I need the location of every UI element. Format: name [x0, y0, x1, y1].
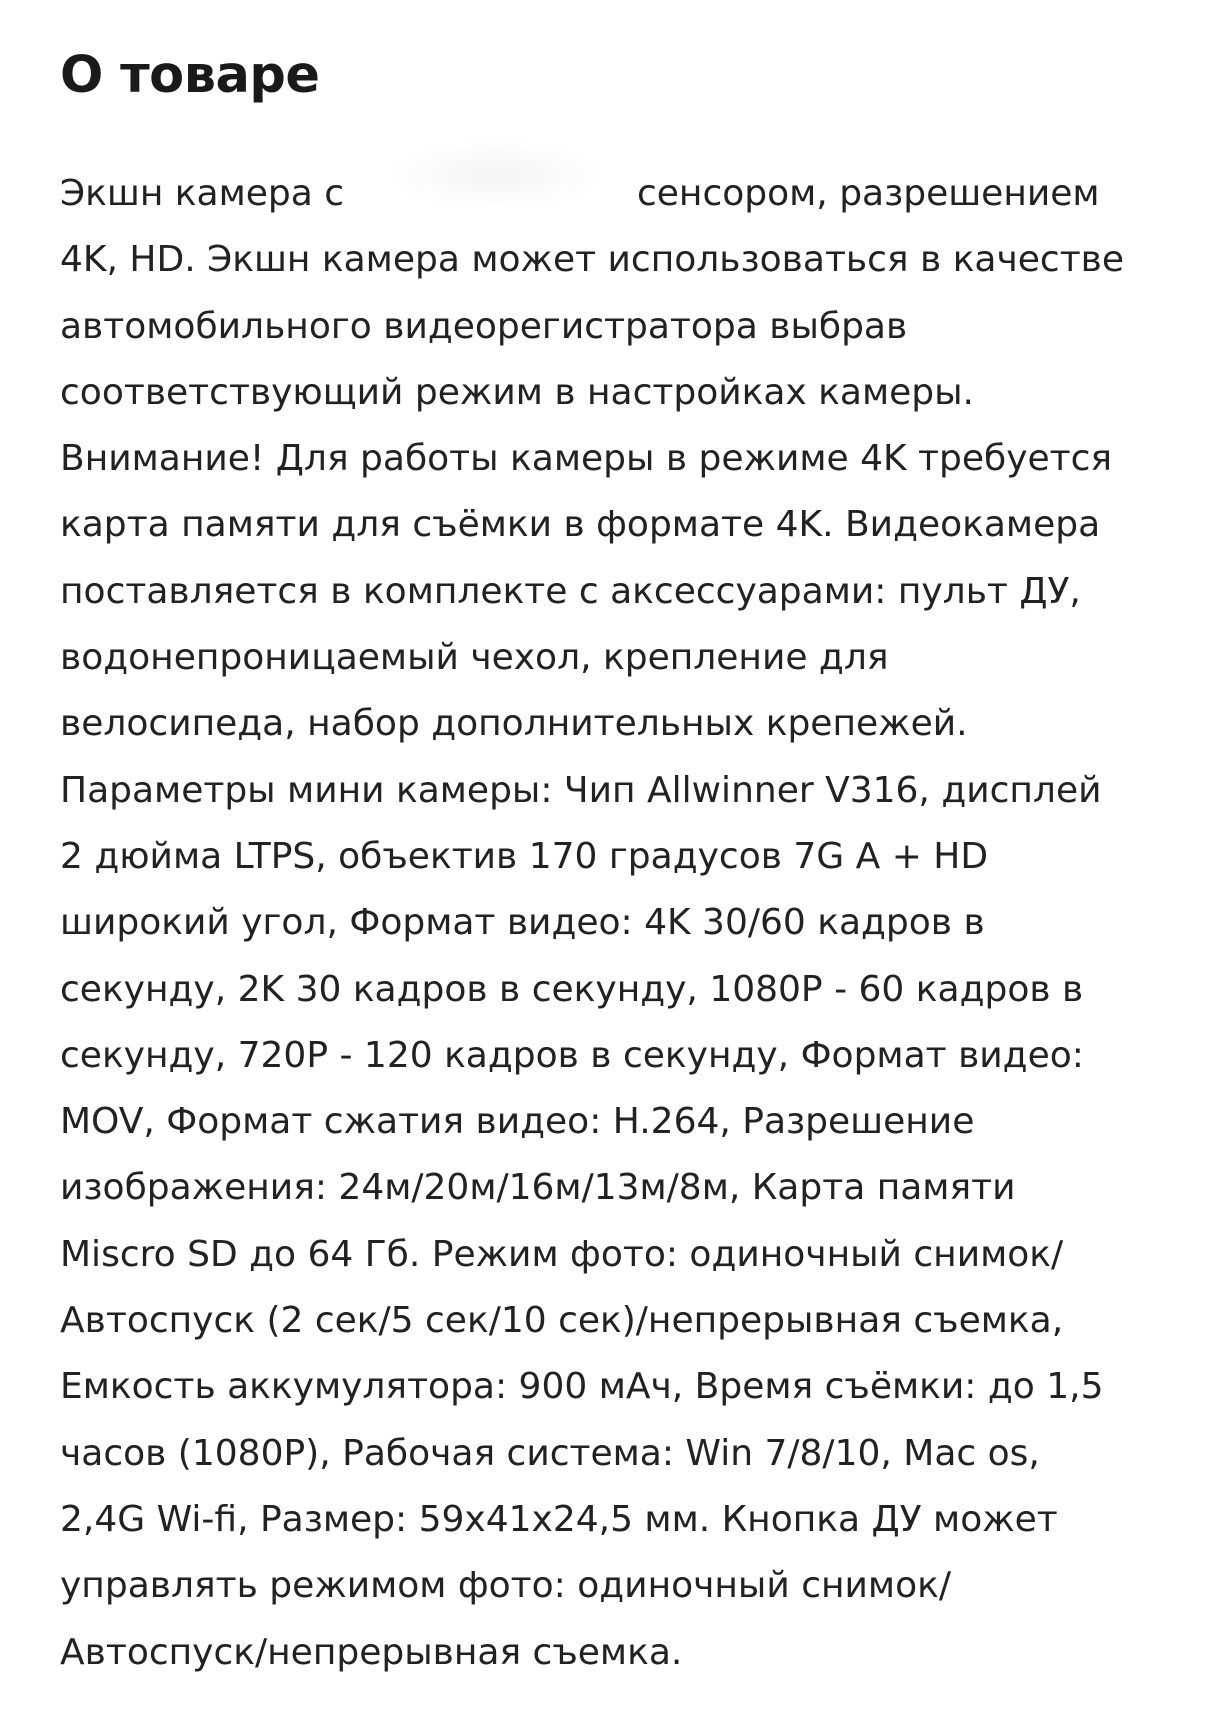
description-line: Автоспуск/непрерывная съемка. [60, 1631, 683, 1673]
description-line: карта памяти для съёмки в формате 4K. Видеокамера [60, 504, 1101, 546]
description-line: Автоспуск (2 сек/5 сек/10 сек)/непрерывная съемка, [60, 1300, 1064, 1342]
description-line: Параметры мини камеры: Чип Allwinner V316, дисплей [60, 769, 1102, 811]
description-text: сенсором, разрешением [636, 173, 1100, 214]
description-line: 2 дюйма LTPS, объектив 170 градусов 7G A + HD [60, 835, 989, 877]
description-line: водонепроницаемый чехол, крепление для [60, 637, 889, 679]
description-line: соответствующий режим в настройках камеры. [60, 371, 974, 413]
description-line: поставляется в комплекте с аксессуарами: пульт ДУ, [60, 570, 1081, 612]
description-line: секунду, 720P - 120 кадров в секунду, Формат видео: [60, 1034, 1084, 1076]
description-line [60, 161, 1170, 227]
description-line: Miscro SD до 64 Гб. Режим фото: одиночный снимок/ [60, 1233, 1064, 1275]
section-title: О товаре [60, 46, 320, 105]
product-description [60, 161, 1170, 1686]
product-info-section [60, 0, 1170, 1686]
description-line: широкий угол, Формат видео: 4K 30/60 кадров в [60, 902, 985, 944]
description-line: изображения: 24м/20м/16м/13м/8м, Карта памяти [60, 1167, 1016, 1209]
description-line: велосипеда, набор дополнительных крепежей. [60, 703, 968, 745]
description-line: Внимание! Для работы камеры в режиме 4K требуется [60, 438, 1113, 480]
description-line: секунду, 2K 30 кадров в секунду, 1080P - 60 кадров в [60, 968, 1084, 1010]
description-line: 4K, HD. Экшн камера может использоваться в качестве [60, 239, 1125, 281]
redacted-text-blur [356, 170, 626, 220]
description-line: управлять режимом фото: одиночный снимок/ [60, 1565, 951, 1607]
description-line: автомобильного видеорегистратора выбрав [60, 305, 908, 347]
description-line: часов (1080P), Рабочая система: Win 7/8/10, Mac os, [60, 1432, 1040, 1474]
description-text: Экшн камера с [60, 173, 345, 214]
description-line: MOV, Формат сжатия видео: H.264, Разрешение [60, 1101, 975, 1143]
description-line: 2,4G Wi-fi, Размер: 59x41x24,5 мм. Кнопка ДУ может [60, 1498, 1058, 1540]
description-line: Емкость аккумулятора: 900 мАч, Время съёмки: до 1,5 [60, 1366, 1104, 1408]
